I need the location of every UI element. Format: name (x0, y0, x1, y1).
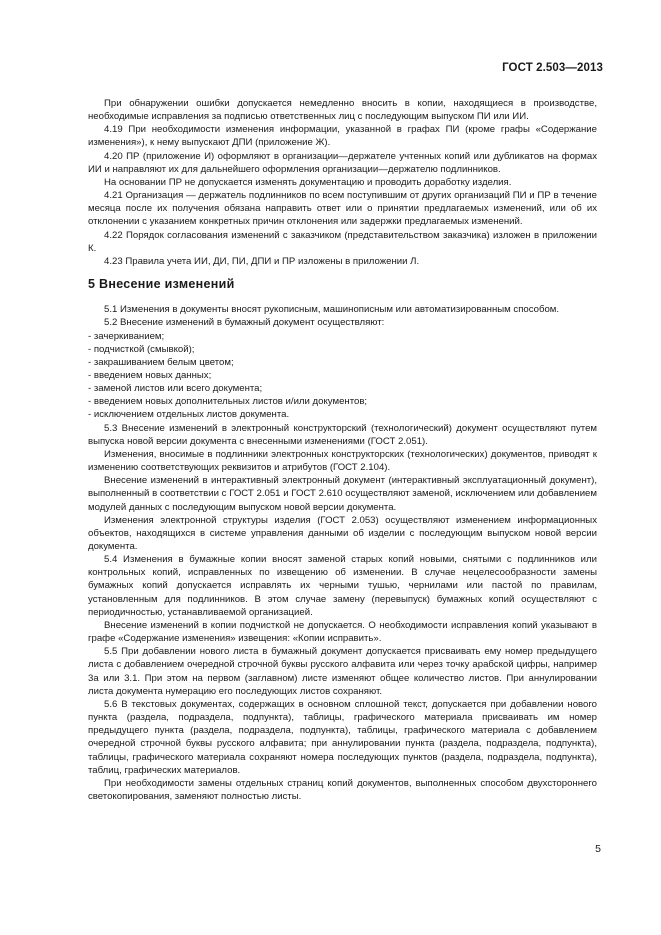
paragraph-interactive-document: Внесение изменений в интерактивный электронный документ (интерактивный эксплуатационный документ), выполненный в соответствии с ГОСТ 2.051 и ГОСТ 2.610 осуществляют заменой, исключением или добавлением модулей данных с последующим выпуском новой версии документа. (88, 475, 597, 513)
document-body (88, 97, 597, 803)
paragraph-5-1: 5.1 Изменения в документы вносят рукописным, машинописным или автоматизированным способом. (104, 304, 560, 316)
paragraph-4-20: 4.20 ПР (приложение И) оформляют в организации—держателе учтенных копий или дубликатов на формах ИИ и направляют их для дальнейшего оформления организации—держателю подлинников. (88, 150, 597, 175)
paragraph-4-21: 4.21 Организация — держатель подлинников по всем поступившим от других организаций ПИ и ПР в течение месяца после их получения обязана направить ответ или о принятии предлагаемых изменений, или об их отклонении с указанием конкретных причин отклонения или задержки предлагаемых изменений. (88, 190, 597, 228)
paragraph-4-19: 4.19 При необходимости изменения информации, указанной в графах ПИ (кроме графы «Содержание изменения»), к нему выпускают ДПИ (приложение Ж). (88, 124, 597, 149)
paragraph-pr-restriction: На основании ПР не допускается изменять документацию и проводить доработку изделия. (104, 176, 512, 188)
paragraph-5-2: 5.2 Внесение изменений в бумажный документ осуществляют: (104, 317, 385, 329)
list-item: - исключением отдельных листов документа. (88, 409, 290, 421)
paragraph-copies-correction: Внесение изменений в копии подчисткой не допускается. О необходимости исправления копий указывают в графе «Содержание изменения» извещения: «Копии исправить». (88, 619, 597, 645)
paragraph-5-6: 5.6 В текстовых документах, содержащих в основном сплошной текст, допускается при добавлении нового пункта (раздела, подраздела, подпункта), таблицы, графического материала присваивать им номер предыдущего пункта (раздела, подраздела, подпункта), таблицы, графического материала с добавлением очередной строчной буквы русского алфавита; при аннулировании пункта (раздела, подраздела, подпункта), таблицы, графического материала сохраняют номера последующих пунктов (раздела, подраздела, подпункта), таблиц, графических материалов. (88, 698, 597, 776)
list-item: - введением новых данных; (88, 369, 212, 381)
list-item: - закрашиванием белым цветом; (88, 356, 234, 368)
list-item: - введением новых дополнительных листов и/или документов; (88, 396, 368, 408)
list-item: - подчисткой (смывкой); (88, 343, 195, 355)
list-item: - зачеркиванием; (88, 330, 165, 342)
paragraph-4-23: 4.23 Правила учета ИИ, ДИ, ПИ, ДПИ и ПР изложены в приложении Л. (104, 255, 420, 267)
list-item: - заменой листов или всего документа; (88, 383, 263, 395)
paragraph-5-5: 5.5 При добавлении нового листа в бумажный документ допускается присваивать ему номер предыдущего листа с добавлением очередной строчной буквы русского алфавита или через точку арабской цифры, например 3а или 3.1. При этом на первом (заглавном) листе изменяют общее количество листов. При аннулировании листа документа нумерацию его последующих листов сохраняют. (88, 646, 597, 697)
page-number: 5 (595, 843, 601, 855)
paragraph-page-replacement: При необходимости замены отдельных страниц копий документов, выполненных способом двухстороннего светокопирования, заменяют полностью листы. (88, 777, 597, 802)
paragraph-product-structure: Изменения электронной структуры изделия (ГОСТ 2.053) осуществляют изменением информационных объектов, находящихся в системе управления данными об изделии с последующим выпуском новой версии документа. (88, 514, 597, 552)
paragraph-error-correction: При обнаружении ошибки допускается немедленно вносить в копии, находящиеся в производстве, необходимые исправления за подписью ответственных лиц с последующим выпуском ПИ или ИИ. (88, 98, 597, 123)
section-heading: 5 Внесение изменений (88, 277, 235, 292)
paragraph-electronic-originals: Изменения, вносимые в подлинники электронных конструкторских (технологических) документов, приводят к изменению соответствующих реквизитов и атрибутов (ГОСТ 2.104). (88, 448, 597, 474)
paragraph-4-22: 4.22 Порядок согласования изменений с заказчиком (представительством заказчика) изложен в приложении К. (88, 229, 597, 254)
paragraph-5-3: 5.3 Внесение изменений в электронный конструкторский (технологический) документ осуществляют путем выпуска новой версии документа с внесенными изменениями (ГОСТ 2.051). (88, 422, 597, 447)
paragraph-5-4: 5.4 Изменения в бумажные копии вносят заменой старых копий новыми, снятыми с подлинников или контрольных копий, исправленных по извещению об изменении. В случае нецелесообразности замены бумажных копий допускается исправлять их черными тушью, чернилами или пастой по правилам, установленным для подлинников. В этом случае замену (перевыпуск) бумажных копий осуществляют с периодичностью, устанавливаемой организацией. (88, 554, 597, 618)
document-code-header: ГОСТ 2.503—2013 (502, 62, 603, 74)
